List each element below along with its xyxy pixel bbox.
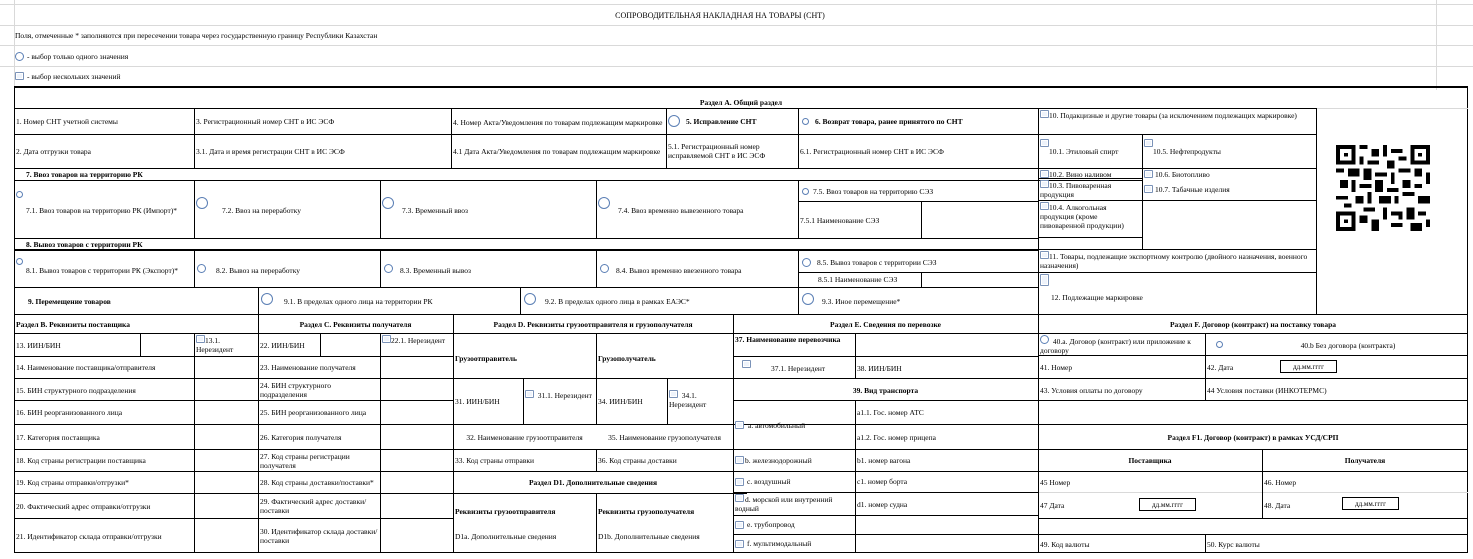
recipient-heading: Получателя [1344, 455, 1386, 465]
field-30-label: 30. Идентификатор склада доставки/поставки [260, 527, 378, 545]
section-d1-title: Раздел D1. Дополнительные сведения [528, 477, 658, 487]
field-5[interactable] [668, 110, 796, 132]
radio-icon[interactable] [261, 293, 273, 305]
field-10-2-label: 10.2. Вино наливом [1049, 169, 1112, 179]
field-8-3-label: 8.3. Временный вывоз [400, 265, 472, 275]
table-border [1038, 492, 1468, 493]
field-7-5-1-label: 7.5.1 Наименование СЭЗ [800, 215, 880, 225]
field-27-label: 27. Код страны регистрации получателя [260, 451, 350, 470]
checkbox-icon[interactable] [1144, 170, 1153, 178]
field-10-6-label: 10.6. Биотопливо [1155, 169, 1210, 179]
table-border [921, 201, 922, 238]
table-border [798, 180, 799, 238]
checkbox-icon[interactable] [669, 390, 678, 398]
section-b-title: Раздел В. Реквизиты поставщика [16, 320, 131, 329]
field-9-2-label: 9.2. В пределах одного лица в рамках ЕАЭС* [545, 296, 690, 306]
field-19-label: 19. Код страны отправки/отгрузки* [16, 477, 129, 487]
field-7-1-label: 7.1. Ввоз товаров на территорию РК (Импорт)* [26, 205, 177, 215]
field-40a[interactable] [1040, 335, 1203, 355]
table-border [194, 333, 195, 553]
field-35-label: 35. Наименование грузополучателя [608, 432, 721, 442]
field-47-label: 47 Дата [1040, 500, 1065, 510]
table-border [666, 108, 667, 168]
field-8-5-1-label: 8.5.1 Наименование СЭЗ [818, 275, 898, 284]
table-border [451, 108, 452, 168]
field-10-7-label: 10.7. Табачные изделия [1155, 184, 1230, 194]
section-d-title: Раздел D. Реквизиты грузоотправителя и грузополучателя [493, 320, 693, 329]
grid-line [0, 4, 1473, 5]
field-8-2-label: 8.2. Вывоз на переработку [216, 265, 300, 275]
checkbox-icon[interactable] [735, 521, 744, 529]
field-43-label: 43. Условия оплаты по договору [1040, 385, 1143, 395]
table-border [921, 272, 922, 287]
field-6[interactable] [802, 110, 1036, 132]
table-border [194, 180, 195, 238]
grid-line [0, 25, 1473, 26]
radio-icon[interactable] [802, 258, 811, 267]
field-d1a-label: D1a. Дополнительные сведения [455, 531, 557, 541]
transport-e-label: e. трубопровод [747, 520, 795, 529]
field-10-5-label: 10.5. Нефтепродукты [1153, 147, 1221, 156]
checkbox-icon[interactable] [1040, 139, 1049, 147]
field-7-2-label: 7.2. Ввоз на переработку [222, 205, 301, 215]
shipper-heading: Грузоотправитель [455, 353, 517, 363]
checkbox-icon[interactable] [1040, 180, 1049, 188]
field-48-label: 48. Дата [1264, 500, 1291, 510]
field-39-label: 39. Вид транспорта [852, 385, 919, 395]
transport-a[interactable] [735, 402, 853, 448]
field-10-2[interactable] [1040, 169, 1140, 179]
radio-icon[interactable] [1040, 335, 1049, 344]
table-border [596, 250, 597, 287]
checkbox-icon[interactable] [1040, 110, 1049, 118]
field-34-label: 34. ИИН/БИН [598, 397, 643, 406]
field-8-5[interactable] [802, 254, 1036, 270]
field-31-label: 31. ИИН/БИН [455, 397, 500, 406]
radio-icon[interactable] [196, 197, 208, 209]
table-border [1038, 200, 1316, 201]
checkbox-icon[interactable] [1040, 170, 1049, 178]
field-36-label: 36. Код страны доставки [598, 455, 677, 465]
transport-f[interactable] [735, 535, 853, 552]
table-border [1038, 355, 1468, 356]
field-13-1-label: 13.1. Нерезидент [196, 336, 234, 354]
table-border [1316, 108, 1317, 314]
radio-icon[interactable] [1216, 341, 1223, 348]
section-f-title: Раздел F. Договор (контракт) на поставку товара [1169, 320, 1337, 329]
table-border [258, 314, 259, 553]
field-8-label: 8. Вывоз товаров с территории РК [26, 239, 143, 249]
field-45-label: 45 Номер [1040, 477, 1071, 487]
table-border [1205, 534, 1206, 553]
checkbox-icon[interactable] [735, 478, 744, 486]
table-border [520, 287, 521, 314]
table-border [1038, 400, 1468, 401]
radio-icon[interactable] [802, 118, 809, 125]
transport-a-label: a. автомобильный [748, 420, 806, 430]
field-4-label: 4. Номер Акта/Уведомления по товарам подлежащим маркировке [453, 117, 663, 127]
table-border [596, 493, 597, 553]
field-d1b-label: D1b. Дополнительные сведения [598, 531, 700, 541]
table-border [1038, 534, 1468, 535]
table-border [733, 314, 734, 553]
checkbox-icon[interactable] [382, 335, 391, 343]
field-22-label: 22. ИИН/БИН [260, 340, 305, 350]
field-3-label: 3. Регистрационный номер СНТ в ИС ЭСФ [196, 116, 335, 126]
field-34-1-label: 34.1. Нерезидент [669, 391, 707, 409]
field-10-1[interactable] [1040, 139, 1140, 165]
field-11[interactable] [1040, 251, 1314, 271]
field-18-label: 18. Код страны регистрации поставщика [16, 455, 146, 465]
field-23-label: 23. Наименование получателя [260, 362, 356, 372]
table-border [1038, 518, 1468, 519]
checkbox-icon[interactable] [1040, 202, 1049, 210]
field-10-7[interactable] [1144, 183, 1314, 195]
field-6-label: 6. Возврат товара, ранее принятого по СНТ [815, 116, 963, 126]
field-42-label: 42. Дата [1207, 362, 1234, 372]
field-10-label: 10. Подакцизные и другие товары (за исключением подлежащих маркировке) [1049, 111, 1297, 120]
field-5-label: 5. Исправление СНТ [686, 116, 757, 126]
field-10-4-label: 10.4. Алкогольная продукция (кроме пивоваренной продукции) [1040, 203, 1124, 230]
shipper-requisites: Реквизиты грузоотправителя [455, 506, 556, 516]
field-6-1-label: 6.1. Регистрационный номер СНТ в ИС ЭСФ [800, 146, 944, 156]
field-29-label: 29. Фактический адрес доставки/поставки [260, 496, 367, 515]
field-a1-2-label: a1.2. Гос. номер прицепа [857, 432, 936, 442]
field-13-1[interactable] [196, 335, 258, 355]
field-50-label: 50. Курс валюты [1207, 539, 1260, 549]
field-38-label: 38. ИИН/БИН [857, 363, 902, 373]
checkbox-icon[interactable] [196, 335, 205, 343]
checkbox-icon[interactable] [525, 390, 534, 398]
field-10-3[interactable] [1040, 180, 1140, 200]
field-10[interactable] [1040, 110, 1314, 134]
field-7-5[interactable] [802, 182, 1036, 200]
field-b1-label: b1. номер вагона [857, 455, 911, 465]
checkbox-icon[interactable] [1040, 251, 1049, 259]
table-border [798, 287, 799, 314]
field-21-label: 21. Идентификатор склада отправки/отгрузки [16, 531, 162, 541]
table-border [798, 201, 1038, 202]
radio-icon[interactable] [384, 264, 393, 273]
field-11-label: 11. Товары, подлежащие экспортному контролю (двойного назначения, военного назначения) [1040, 252, 1308, 270]
field-14-label: 14. Наименование поставщика/отправителя [16, 362, 156, 372]
checkbox-icon[interactable] [735, 494, 744, 502]
checkbox-legend-text: - выбор нескольких значений [27, 71, 121, 81]
asterisk-note: Поля, отмеченные * заполняются при пересечении товара через государственную границу Республики Казахстан [15, 30, 378, 40]
table-border [14, 287, 1038, 288]
table-border [733, 356, 1038, 357]
table-border [320, 333, 321, 356]
table-border [1038, 108, 1039, 314]
table-border [14, 333, 1468, 334]
field-31-1[interactable] [525, 390, 595, 420]
table-border [258, 287, 259, 314]
section-a-title: Раздел А. Общий раздел [699, 97, 783, 107]
table-border [1142, 134, 1143, 249]
field-7-5-label: 7.5. Ввоз товаров на территорию СЭЗ [813, 186, 934, 196]
table-border [855, 333, 856, 378]
field-22-1-label: 22.1. Нерезидент [391, 336, 446, 345]
field-12-label: 12. Подлежащие маркировке [1051, 293, 1143, 302]
transport-b-label: b. железнодорожный [745, 455, 812, 465]
table-border [1205, 333, 1206, 400]
transport-e[interactable] [735, 516, 853, 533]
field-7-label: 7. Ввоз товаров на территорию РК [26, 170, 143, 179]
section-f1-title: Раздел F1. Договор (контракт) в рамках УСД/СРП [1167, 432, 1339, 442]
field-7-3-label: 7.3. Временный ввоз [402, 205, 468, 215]
field-10-5[interactable] [1144, 139, 1314, 165]
table-border [1316, 108, 1468, 109]
table-border [14, 134, 1316, 135]
field-25-label: 25. БИН реорганизованного лица [260, 407, 367, 417]
table-border [733, 400, 1038, 401]
field-26-label: 26. Категория получателя [260, 432, 342, 442]
grid-line [1436, 0, 1437, 90]
field-16-label: 16. БИН реорганизованного лица [16, 407, 123, 417]
field-17-label: 17. Категория поставщика [16, 432, 100, 442]
field-32-label: 32. Наименование грузоотправителя [466, 432, 583, 442]
table-border [1038, 237, 1142, 238]
grid-line [0, 66, 1473, 67]
transport-f-label: f. мультимодальный [747, 539, 812, 548]
field-40a-label: 40.a. Договор (контракт) или приложение к договору [1040, 337, 1191, 355]
field-2-label: 2. Дата отгрузки товара [16, 146, 92, 156]
radio-legend [15, 48, 315, 64]
field-47-date-input[interactable]: дд.мм.гггг [1139, 498, 1196, 511]
table-border [14, 108, 1316, 109]
field-40b-label: 40.b Без договора (контракта) [1300, 340, 1396, 350]
radio-icon[interactable] [197, 264, 206, 273]
table-border [380, 250, 381, 287]
field-13-label: 13. ИИН/БИН [16, 340, 61, 350]
checkbox-icon[interactable] [1144, 185, 1153, 193]
field-24-label: 24. БИН структурного подразделения [260, 380, 331, 399]
radio-icon[interactable] [524, 293, 536, 305]
radio-icon[interactable] [600, 264, 609, 273]
radio-icon[interactable] [668, 115, 680, 127]
transport-b[interactable] [735, 450, 853, 470]
field-d1-label: d1. номер судна [857, 500, 908, 509]
field-31-1-label: 31.1. Нерезидент [537, 391, 592, 400]
radio-icon[interactable] [802, 293, 814, 305]
table-border [380, 180, 381, 238]
field-7-4-label: 7.4. Ввоз временно вывезенного товара [618, 205, 744, 215]
field-10-3-label: 10.3. Пивоваренная продукция [1040, 181, 1112, 199]
document-title: СОПРОВОДИТЕЛЬНАЯ НАКЛАДНАЯ НА ТОВАРЫ (СНТ) [615, 10, 825, 20]
consignee-requisites: Реквизиты грузополучателя [598, 506, 695, 516]
field-42-date-input[interactable]: дд.мм.гггг [1280, 360, 1337, 373]
table-border [523, 378, 524, 424]
radio-icon[interactable] [802, 188, 809, 195]
table-border [14, 314, 1468, 315]
field-9-1-label: 9.1. В пределах одного лица на территории РК [284, 296, 433, 306]
field-9-3-label: 9.3. Иное перемещение* [822, 296, 901, 306]
field-22-1[interactable] [382, 335, 452, 355]
radio-icon [15, 52, 24, 61]
field-28-label: 28. Код страны доставки/поставки* [260, 478, 374, 487]
field-37-1[interactable] [742, 359, 854, 377]
section-c-title: Раздел С. Реквизиты получателя [299, 320, 412, 329]
checkbox-icon[interactable] [735, 456, 744, 464]
field-37-1-label: 37.1. Нерезидент [771, 363, 826, 373]
field-10-6[interactable] [1144, 169, 1314, 179]
field-1-label: 1. Номер СНТ учетной системы [16, 116, 118, 126]
field-41-label: 41. Номер [1040, 362, 1073, 372]
field-c1-label: c1. номер борта [857, 477, 908, 486]
field-8-1-label: 8.1. Вывоз товаров с территории РК (Экспорт)* [26, 265, 178, 275]
table-border [1038, 249, 1316, 250]
table-border [14, 518, 453, 519]
field-37-label: 37. Наименование перевозчика [735, 335, 841, 344]
table-border [855, 400, 856, 553]
checkbox-icon[interactable] [1040, 274, 1049, 286]
field-48-date-input[interactable]: дд.мм.гггг [1342, 497, 1399, 510]
table-border [194, 250, 195, 287]
table-border [140, 333, 141, 356]
table-border [14, 378, 1468, 379]
radio-icon[interactable] [16, 191, 23, 198]
field-20-label: 20. Фактический адрес отправки/отгрузки [16, 501, 151, 511]
field-44-label: 44 Условия поставки (ИНКОТЕРМС) [1207, 385, 1327, 395]
radio-icon[interactable] [16, 258, 23, 265]
table-border [14, 180, 1142, 181]
field-8-5-label: 8.5. Вывоз товаров с территории СЭЗ [817, 257, 937, 267]
transport-c[interactable] [735, 472, 853, 491]
table-border [596, 180, 597, 238]
field-10-1-label: 10.1. Этиловый спирт [1049, 147, 1119, 156]
radio-icon[interactable] [382, 197, 394, 209]
field-34-1[interactable] [669, 390, 733, 420]
field-12[interactable] [1040, 274, 1314, 312]
field-a1-1-label: a1.1. Гос. номер АТС [857, 408, 924, 417]
radio-legend-text: - выбор только одного значения [27, 51, 129, 61]
checkbox-legend [15, 68, 315, 84]
field-4-1-label: 4.1 Дата Акта/Уведомления по товарам подлежащим маркировке [453, 146, 661, 156]
transport-d[interactable] [735, 494, 853, 515]
consignee-heading: Грузополучатель [598, 353, 656, 363]
table-border [596, 333, 597, 424]
field-33-label: 33. Код страны отправки [455, 455, 535, 465]
field-15-label: 15. БИН структурного подразделения [16, 385, 136, 395]
table-border [596, 449, 597, 471]
field-9-label: 9. Перемещение товаров [28, 296, 111, 306]
table-border [798, 108, 799, 168]
table-border [667, 378, 668, 424]
field-8-4-label: 8.4. Вывоз временно ввезенного товара [616, 265, 742, 275]
field-5-1-label: 5.1. Регистрационный номер исправляемой СНТ в ИС ЭСФ [668, 142, 766, 160]
section-e-title: Раздел Е. Сведения по перевозке [830, 320, 941, 329]
transport-c-label: c. воздушный [747, 477, 791, 486]
checkbox-icon[interactable] [1144, 139, 1153, 147]
qr-code-icon [1335, 145, 1431, 231]
transport-d-label: d. морской или внутренний водный [735, 495, 833, 513]
table-border [798, 250, 799, 287]
supplier-heading: Поставщика [1128, 455, 1172, 465]
field-3-1-label: 3.1. Дата и время регистрации СНТ в ИС ЭСФ [196, 146, 345, 156]
checkbox-icon[interactable] [735, 540, 744, 548]
table-border [733, 492, 1038, 493]
table-border [194, 108, 195, 168]
checkbox-icon[interactable] [742, 360, 751, 368]
field-49-label: 49. Код валюты [1040, 539, 1090, 549]
checkbox-icon[interactable] [735, 421, 744, 429]
field-10-4[interactable] [1040, 202, 1140, 236]
grid-line [0, 45, 1473, 46]
table-border [380, 333, 381, 553]
field-46-label: 46. Номер [1264, 477, 1297, 487]
table-border [14, 249, 1038, 251]
table-border [1038, 272, 1316, 273]
radio-icon[interactable] [598, 197, 610, 209]
checkbox-icon [15, 72, 24, 80]
